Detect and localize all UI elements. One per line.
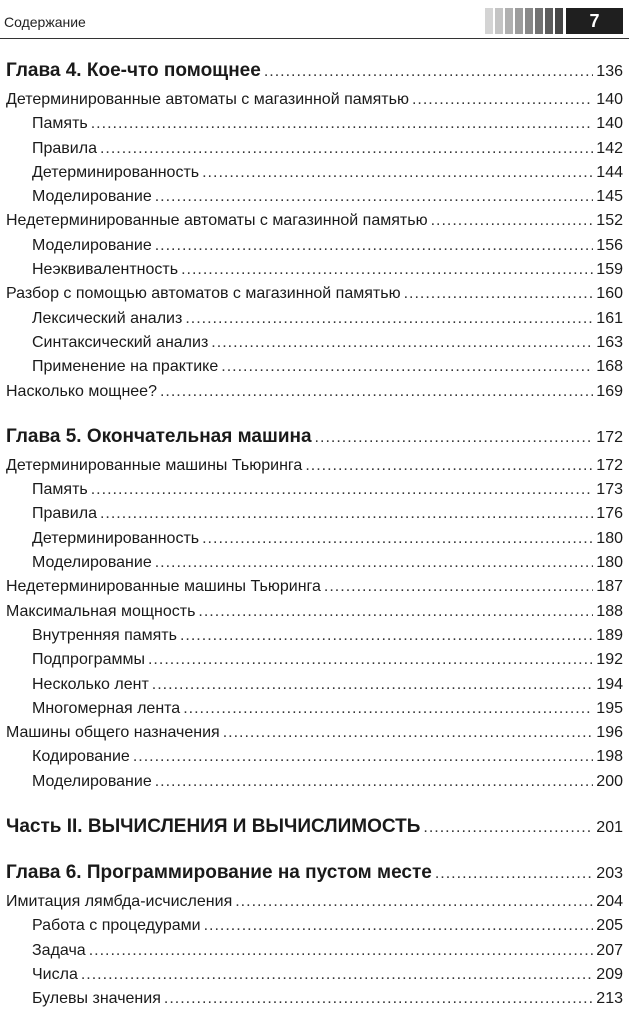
toc-entry-title: Числа (32, 965, 78, 983)
toc-entry-page: 209 (596, 965, 623, 983)
toc-entry-page: 188 (596, 602, 623, 620)
toc-entry-title: Часть II. ВЫЧИСЛЕНИЯ И ВЫЧИСЛИМОСТЬ (6, 816, 421, 838)
table-of-contents (6, 58, 623, 1012)
toc-entry-page: 201 (596, 819, 623, 837)
toc-heading (6, 58, 623, 84)
toc-entry-page: 196 (596, 724, 623, 742)
toc-entry-title: Правила (32, 505, 97, 523)
decorative-bar (495, 8, 503, 34)
toc-entry-title: Глава 4. Кое-что помощнее (6, 60, 261, 81)
toc-entry-title: Внутренняя память (32, 626, 177, 644)
toc-entry (6, 234, 623, 258)
toc-entry-page: 140 (596, 115, 623, 133)
dot-leader (305, 454, 593, 478)
toc-entry (6, 88, 623, 112)
toc-heading (6, 860, 623, 886)
toc-entry-page: 194 (596, 675, 623, 693)
dot-leader (204, 914, 594, 938)
dot-leader (155, 185, 594, 209)
toc-entry-title: Детерминированность (32, 163, 200, 181)
toc-entry-title: Детерминированные автоматы с магазинной памятью (6, 91, 409, 108)
page-number-box (566, 8, 623, 34)
toc-entry-page: 189 (596, 626, 623, 644)
toc-entry-page: 156 (596, 236, 623, 254)
toc-entry-page: 213 (596, 990, 623, 1008)
dot-leader (181, 258, 593, 282)
dot-leader (155, 551, 594, 575)
dot-leader (155, 770, 594, 794)
toc-entry-page: 204 (596, 893, 623, 911)
decorative-bar (525, 8, 533, 34)
toc-entry (6, 258, 623, 282)
dot-leader (180, 624, 593, 648)
toc-entry-title: Правила (32, 139, 97, 157)
toc-entry (6, 161, 623, 185)
dot-leader (221, 355, 593, 379)
decorative-bar (535, 8, 543, 34)
dot-leader (435, 861, 593, 887)
toc-entry (6, 963, 623, 987)
toc-entry-page: 145 (596, 188, 623, 206)
dot-leader (89, 939, 594, 963)
toc-entry-title: Детерминированные машины Тьюринга (6, 456, 303, 474)
toc-entry-title: Лексический анализ (32, 309, 183, 327)
toc-entry (6, 673, 623, 697)
dot-leader (100, 502, 593, 526)
header-divider (0, 38, 629, 39)
dot-leader (198, 600, 593, 624)
toc-entry-page: 203 (596, 865, 623, 883)
toc-entry-title: Детерминированность (32, 529, 200, 547)
toc-entry-title: Кодирование (32, 748, 130, 766)
toc-entry-page: 200 (596, 772, 623, 790)
toc-entry (6, 890, 623, 914)
toc-entry-page: 168 (596, 358, 623, 376)
toc-entry-title: Максимальная мощность (6, 602, 196, 620)
toc-entry-page: 144 (596, 163, 623, 181)
dot-leader (404, 282, 594, 306)
dot-leader (148, 648, 593, 672)
dot-leader (152, 673, 594, 697)
toc-entry (6, 112, 623, 136)
toc-entry-page: 192 (596, 651, 623, 669)
toc-entry-page: 140 (596, 91, 623, 108)
toc-entry-page: 173 (596, 481, 623, 499)
toc-entry (6, 454, 623, 478)
toc-entry (6, 697, 623, 721)
toc-entry-title: Глава 5. Окончательная машина (6, 425, 312, 447)
toc-entry (6, 987, 623, 1011)
decorative-bar-strip (485, 8, 565, 34)
decorative-bar (505, 8, 513, 34)
toc-entry-page: 142 (596, 139, 623, 157)
toc-entry-page: 136 (596, 63, 623, 80)
dot-leader (91, 478, 594, 502)
toc-entry (6, 914, 623, 938)
toc-entry (6, 745, 623, 769)
dot-leader (315, 425, 594, 451)
dot-leader (223, 721, 594, 745)
toc-entry (6, 527, 623, 551)
running-header-title: Содержание (4, 14, 86, 30)
dot-leader (155, 234, 594, 258)
toc-entry (6, 600, 623, 624)
dot-leader (412, 88, 593, 112)
dot-leader (91, 112, 594, 136)
toc-entry-page: 205 (596, 917, 623, 935)
page-number: 7 (589, 10, 600, 31)
toc-entry-page: 198 (596, 748, 623, 766)
dot-leader (235, 890, 593, 914)
toc-entry-page: 159 (596, 261, 623, 279)
toc-entry (6, 648, 623, 672)
dot-leader (264, 59, 593, 85)
toc-entry-title: Булевы значения (32, 990, 161, 1008)
toc-entry-page: 160 (596, 285, 623, 303)
toc-entry (6, 939, 623, 963)
toc-entry (6, 770, 623, 794)
toc-entry-title: Недетерминированные автоматы с магазинной памятью (6, 212, 428, 230)
toc-entry (6, 209, 623, 233)
dot-leader (211, 331, 593, 355)
toc-entry (6, 502, 623, 526)
toc-entry (6, 282, 623, 306)
decorative-bar (485, 8, 493, 34)
dot-leader (100, 137, 593, 161)
dot-leader (164, 987, 593, 1011)
toc-entry-page: 180 (596, 529, 623, 547)
dot-leader (202, 527, 593, 551)
toc-entry-page: 172 (596, 456, 623, 474)
dot-leader (185, 307, 593, 331)
toc-entry-title: Моделирование (32, 188, 152, 206)
dot-leader (183, 697, 593, 721)
toc-entry-title: Синтаксический анализ (32, 333, 209, 351)
toc-entry (6, 551, 623, 575)
toc-entry-title: Применение на практике (32, 358, 219, 376)
toc-entry-title: Несколько лент (32, 675, 149, 693)
dot-leader (431, 209, 594, 233)
page-header (0, 0, 629, 40)
decorative-bar (555, 8, 563, 34)
toc-entry-page: 163 (596, 333, 623, 351)
toc-entry (6, 478, 623, 502)
toc-entry-title: Глава 6. Программирование на пустом месте (6, 862, 432, 884)
toc-entry-title: Многомерная лента (32, 699, 181, 717)
toc-entry (6, 575, 623, 599)
toc-entry (6, 380, 623, 404)
dot-leader (324, 575, 593, 599)
dot-leader (423, 815, 593, 841)
toc-entry-page: 152 (596, 212, 623, 230)
toc-entry-title: Задача (32, 941, 86, 959)
toc-entry (6, 355, 623, 379)
toc-entry-page: 180 (596, 554, 623, 572)
toc-entry (6, 307, 623, 331)
dot-leader (160, 380, 593, 404)
toc-entry (6, 721, 623, 745)
toc-entry-title: Память (32, 481, 88, 499)
toc-entry-title: Моделирование (32, 236, 152, 254)
toc-entry-title: Память (32, 115, 88, 133)
toc-heading (6, 814, 623, 840)
toc-entry-page: 187 (596, 578, 623, 596)
toc-entry-title: Подпрограммы (32, 651, 145, 669)
toc-entry-title: Работа с процедурами (32, 917, 201, 935)
toc-entry-title: Машины общего назначения (6, 724, 220, 742)
toc-entry-title: Моделирование (32, 772, 152, 790)
toc-entry-page: 169 (596, 382, 623, 400)
toc-entry-title: Моделирование (32, 554, 152, 572)
toc-entry-title: Разбор с помощью автоматов с магазинной памятью (6, 285, 401, 303)
toc-entry-title: Недетерминированные машины Тьюринга (6, 578, 321, 596)
toc-entry (6, 331, 623, 355)
toc-entry-page: 207 (596, 941, 623, 959)
toc-entry-page: 176 (596, 505, 623, 523)
toc-entry-page: 161 (596, 309, 623, 327)
toc-entry (6, 185, 623, 209)
toc-entry-title: Имитация лямбда-исчисления (6, 893, 233, 911)
dot-leader (81, 963, 593, 987)
toc-entry (6, 624, 623, 648)
decorative-bar (545, 8, 553, 34)
decorative-bar (515, 8, 523, 34)
dot-leader (133, 745, 593, 769)
dot-leader (202, 161, 593, 185)
toc-heading (6, 424, 623, 450)
toc-entry-title: Насколько мощнее? (6, 382, 157, 400)
toc-entry-page: 195 (596, 699, 623, 717)
toc-entry (6, 137, 623, 161)
toc-entry-page: 172 (596, 428, 623, 446)
toc-entry-title: Неэквивалентность (32, 261, 179, 279)
